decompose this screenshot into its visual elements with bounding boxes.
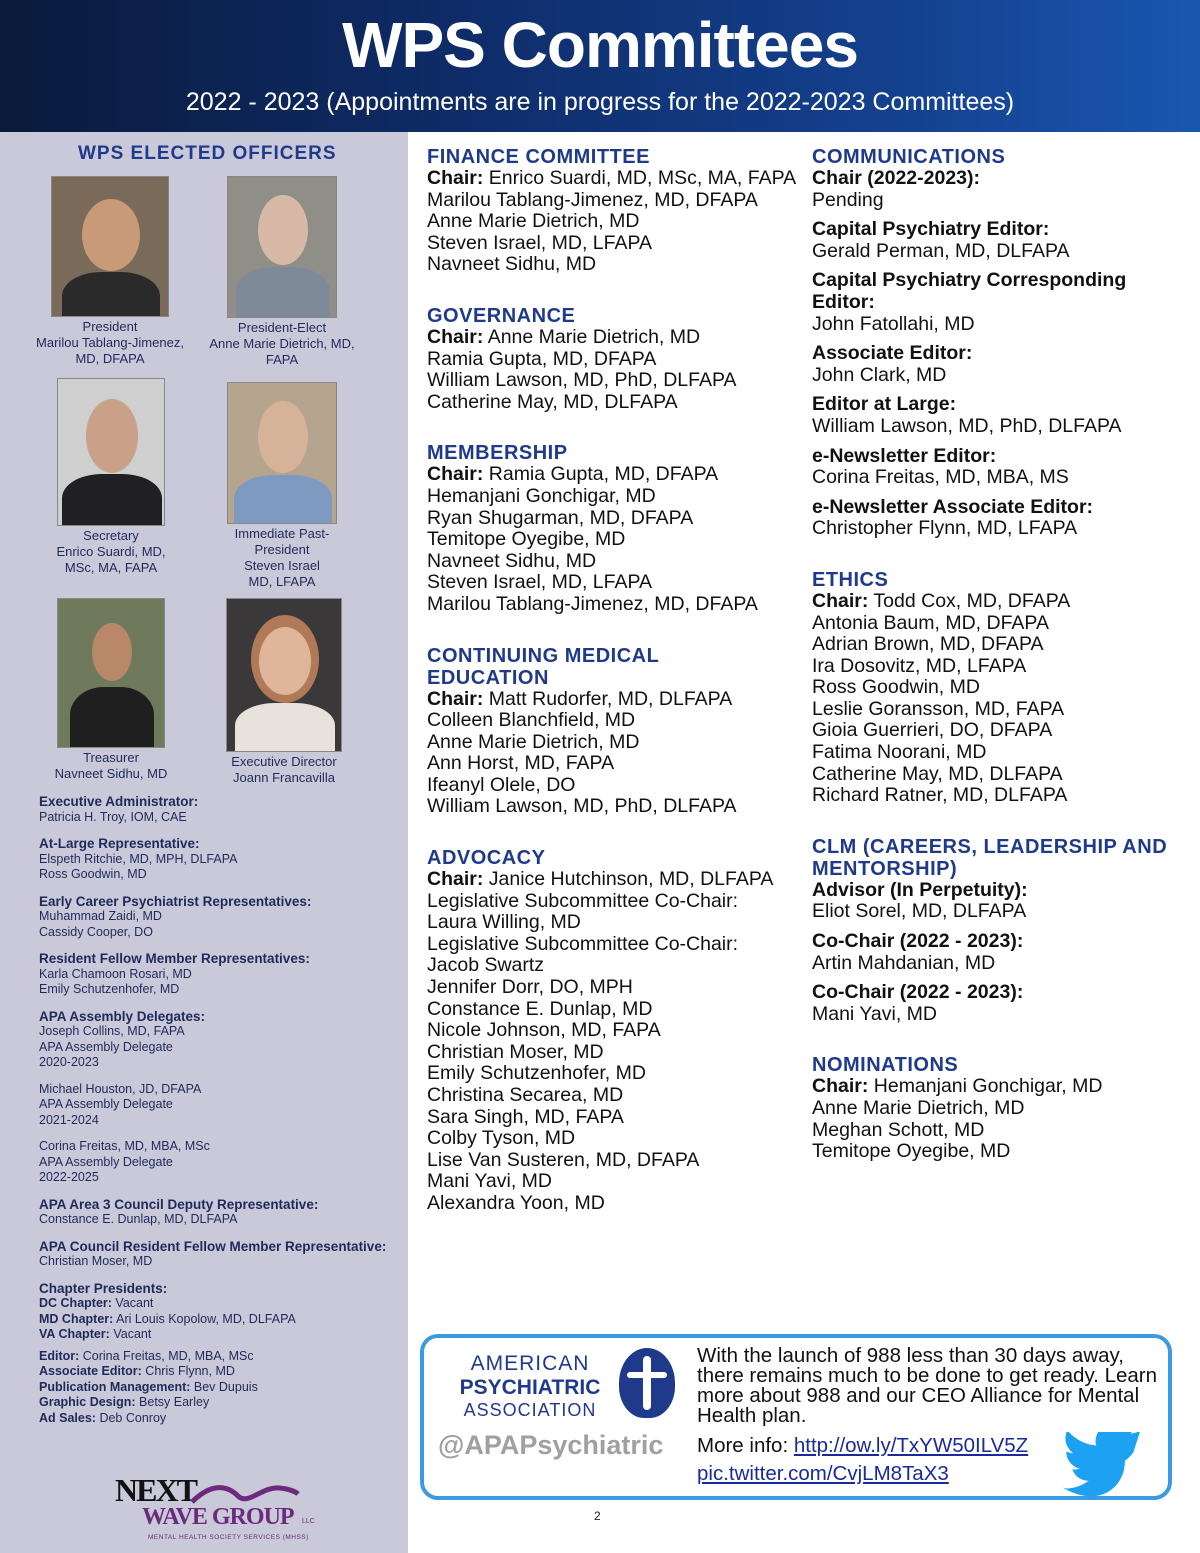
committee-nominations: NOMINATIONS Chair: Hemanjani Gonchigar, MD Anne Marie Dietrich, MD Meghan Schott, MD Temitope Oyegibe, MD [812, 1054, 1103, 1163]
role-block: APA Assembly Delegates: Joseph Collins, MD, FAPA APA Assembly Delegate 2020-2023 [39, 1008, 206, 1069]
committees-column-1 [427, 146, 807, 1244]
committee-governance: GOVERNANCE Chair: Anne Marie Dietrich, MD Ramia Gupta, MD, DFAPA William Lawson, MD, PhD, DLFAPA Catherine May, MD, DLFAPA [427, 304, 737, 413]
committee-ethics: ETHICS Chair: Todd Cox, MD, DFAPA Antonia Baum, MD, DFAPA Adrian Brown, MD, DFAPA Ira Dosovitz, MD, LFAPA Ross Goodwin, MD Leslie Goransson, MD, FAPA Gioia Guerrieri, DO, DFAPA Fatima Noorani, MD Catherine May, MD, DLFAPA Richard Ratner, MD, DLFAPA [812, 568, 1071, 807]
role-block: At-Large Representative: Elspeth Ritchie, MD, MPH, DLFAPA Ross Goodwin, MD [39, 836, 238, 881]
officer-photo [227, 176, 337, 318]
officer-photo [226, 598, 342, 752]
apa-twitter-promo [420, 1334, 1172, 1500]
committee-finance: FINANCE COMMITTEE Chair: Enrico Suardi, MD, MSc, MA, FAPA Marilou Tablang-Jimenez, MD, DFAPA Anne Marie Dietrich, MD Steven Israel, MD, LFAPA Navneet Sidhu, MD [427, 146, 797, 276]
more-info: More info: http://ow.ly/TxYW50ILV5Z [697, 1434, 1029, 1457]
next-wave-group-logo: NEXT WAVE GROUP LLC MENTAL HEALTH SOCIETY SERVICES (MHSS) [115, 1472, 315, 1541]
other-officers [39, 794, 389, 1437]
officer-photo [57, 598, 165, 748]
page-header [0, 0, 1200, 132]
more-info-link[interactable]: http://ow.ly/TxYW50ILV5Z [793, 1434, 1029, 1457]
officer-president: President Marilou Tablang-Jimenez, MD, DFAPA [20, 176, 200, 367]
officer-treasurer: Treasurer Navneet Sidhu, MD [22, 598, 200, 782]
sidebar-heading: WPS ELECTED OFFICERS [78, 143, 337, 164]
page-number: 2 [594, 1509, 601, 1523]
officer-executive-director: Executive Director Joann Francavilla [196, 598, 372, 786]
officer-photo [51, 176, 169, 317]
committees-column-2 [812, 146, 1192, 1192]
committee-advocacy: ADVOCACY Chair: Janice Hutchinson, MD, DLFAPA Legislative Subcommittee Co-Chair: Laura Willing, MD Legislative Subcommittee Co-Chair: Jacob Swartz Jennifer Dorr, DO, MPH Constance E. Dunlap, MD Nicole Johnson, MD, FAPA Christian Moser, MD Emily Schutzenhofer, MD Christina Secarea, MD Sara Singh, MD, FAPA Colby Tyson, MD Lise Van Susteren, MD, DFAPA Mani Yavi, MD Alexandra Yoon, MD [427, 847, 774, 1214]
twitter-pic-link[interactable]: pic.twitter.com/CvjLM8TaX3 [697, 1462, 949, 1485]
apa-logo: AMERICAN PSYCHIATRIC ASSOCIATION [459, 1352, 601, 1420]
committee-clm: CLM (CAREERS, LEADERSHIP AND MENTORSHIP) Advisor (In Perpetuity): Eliot Sorel, MD, DLFAPA Co-Chair (2022 - 2023): Artin Mahdanian, MD Co-Chair (2022 - 2023): Mani Yavi, MD [812, 835, 1168, 1025]
wave-swoosh-icon [190, 1480, 300, 1506]
officer-president-elect: President-Elect Anne Marie Dietrich, MD, FAPA [196, 176, 368, 368]
officer-past-president: Immediate Past- President Steven Israel MD, LFAPA [200, 382, 364, 590]
role-block: Executive Administrator: Patricia H. Troy, IOM, CAE [39, 794, 199, 824]
committee-membership: MEMBERSHIP Chair: Ramia Gupta, MD, DFAPA Hemanjani Gonchigar, MD Ryan Shugarman, MD, DFAPA Temitope Oyegibe, MD Navneet Sidhu, MD Steven Israel, MD, LFAPA Marilou Tablang-Jimenez, MD, DFAPA [427, 442, 758, 615]
role-block: Michael Houston, JD, DFAPA APA Assembly Delegate 2021-2024 [39, 1081, 202, 1127]
promo-text: With the launch of 988 less than 30 days away, there remains much to be done to get ready. Learn more about 988 and our CEO Alliance for Mental Health plan. [697, 1344, 1158, 1427]
role-block: Resident Fellow Member Representatives: Karla Chamoon Rosari, MD Emily Schutzenhofer, MD [39, 951, 310, 996]
role-block: Early Career Psychiatrist Representatives: Muhammad Zaidi, MD Cassidy Cooper, DO [39, 893, 312, 939]
role-block: APA Area 3 Council Deputy Representative: Constance E. Dunlap, MD, DLFAPA [39, 1196, 319, 1226]
committee-communications: COMMUNICATIONS Chair (2022-2023): Pending Capital Psychiatry Editor: Gerald Perman, MD, DLFAPA Capital Psychiatry Corresponding Editor: John Fatollahi, MD Associate Editor: John Clark, MD Editor at Large: William Lawson, MD, PhD, DLFAPA e-Newsletter Editor: Corina Freitas, MD, MBA, MS e-Newsletter Associate Editor: Christopher Flynn, MD, LFAPA [812, 146, 1127, 540]
role-block: Corina Freitas, MD, MBA, MSc APA Assembly Delegate 2022-2025 [39, 1139, 210, 1184]
officer-photo [57, 378, 165, 526]
page-subtitle: 2022 - 2023 (Appointments are in progress for the 2022-2023 Committees) [185, 88, 1015, 116]
committee-cme: CONTINUING MEDICAL EDUCATION Chair: Matt Rudorfer, MD, DLFAPA Colleen Blanchfield, MD Anne Marie Dietrich, MD Ann Horst, MD, FAPA Ifeanyl Olele, DO William Lawson, MD, PhD, DLFAPA [427, 644, 737, 818]
publication-staff: Editor: Corina Freitas, MD, MBA, MSc Associate Editor: Chris Flynn, MD Publication Management: Bev Dupuis Graphic Design: Betsy Earley Ad Sales: Deb Conroy [39, 1348, 258, 1425]
page-title: WPS Committees [342, 9, 858, 81]
officer-photo [227, 382, 337, 524]
twitter-handle: @APAPsychiatric [438, 1430, 664, 1460]
officer-secretary: Secretary Enrico Suardi, MD, MSc, MA, FAPA [22, 378, 200, 576]
apa-seal-icon [619, 1348, 675, 1418]
role-block: APA Council Resident Fellow Member Representative: Christian Moser, MD [39, 1238, 387, 1268]
officers-sidebar [0, 132, 408, 1553]
chapter-presidents: Chapter Presidents: DC Chapter: Vacant MD Chapter: Ari Louis Kopolow, MD, DLFAPA VA Chapter: Vacant [39, 1280, 296, 1341]
twitter-bird-icon [1060, 1432, 1146, 1500]
